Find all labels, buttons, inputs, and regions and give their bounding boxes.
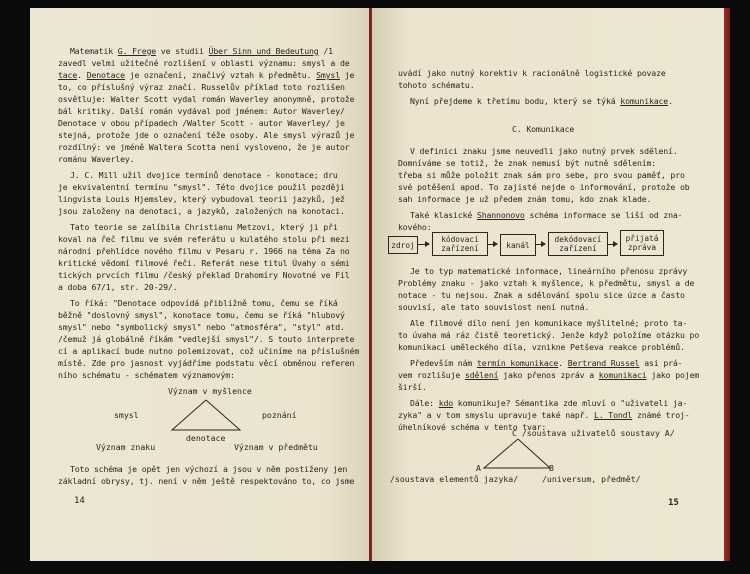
text-line: smysl" nebo "symbolický smysl" nebo "atmosféra", "styl" atd. (58, 322, 345, 332)
text-line: Toto schéma je opět jen výchozí a jsou v něm postiženy jen (70, 464, 348, 474)
shannon-box-decoder: dekódovací zařízení (548, 232, 608, 256)
text-line: Problémy znaku - jako vztah k myšlence, k předmětu, smysl a de (398, 278, 695, 288)
text-line: své potěšení apod. To zajisté nejde o informování, protože ob (398, 182, 690, 192)
text-line: /čemuž já globálně říkám "vedlejší smysl"/. S touto interprete (58, 334, 355, 344)
arrow-icon (417, 244, 429, 245)
right-page (372, 8, 724, 561)
meaning-triangle (170, 398, 250, 432)
text-line: úhelníkové schéma v tento tvar: (398, 422, 547, 432)
text-line: to, co příslušný výraz značí. Russelův příklad toto rozlišen (58, 82, 345, 92)
text-line: Dále: kdo komunikuje? Sémantika zde mluví o "uživateli ja- (410, 398, 688, 408)
book-edge (724, 8, 730, 561)
text-line: sah informace je už předem znám tomu, kdo znak klade. (398, 194, 652, 204)
diagram-label-top: Význam v myšlence (168, 386, 252, 396)
text-line: Také klasické Shannonovo schéma informace se liší od zna- (410, 210, 683, 220)
text-line: rozdílný: ve jméně Waltera Scotta není vysloveno, že je autor (58, 142, 350, 152)
text-line: je ekvivalentní termínu "smysl". Této dvojice použil později (58, 182, 345, 192)
text-line: koval na řeč filmu ve svém referátu u kulatého stolu při mezi (58, 234, 350, 244)
text-line: národní přehlídce nového filmu v Pesaru r. 1966 na téma Za no (58, 246, 350, 256)
text-line: J. C. Mill užil dvojice termínů denotace - konotace; dru (70, 170, 338, 180)
text-line: Nyní přejdeme k třetímu bodu, který se týká komunikace. (410, 96, 673, 106)
text-line: Denotace v obou případech /Walter Scott - autor Waverley/ je (58, 118, 345, 128)
text-line: Především nám termín komunikace. Bertrand Russel asi prá- (410, 358, 683, 368)
text-line: vem rozlišuje sdělení jako přenos zpráv a komunikaci jako pojem (398, 370, 700, 380)
page-number: 14 (74, 496, 85, 506)
text-line: místě. Zde pro jasnost vyjádříme podstatu věcí obměnou referen (58, 358, 355, 368)
left-page (30, 8, 378, 561)
text-line: tace. Denotace je označení, značivý vztah k předmětu. Smysl je (58, 70, 355, 80)
text-line: Matematik G. Frege ve studii Über Sinn und Bedeutung /1 (70, 46, 333, 56)
text-line: bál kritiky. Další román vydával pod jménem: Autor Waverley/ (58, 106, 345, 116)
text-line: zyka" a v tom smyslu upravuje také např. L. Tondl známé troj- (398, 410, 690, 420)
triangle-label-top: C /soustava uživatelů soustavy A/ (512, 428, 675, 438)
text-line: osvětluje: Walter Scott vydal román Waverley anonymně, protože (58, 94, 355, 104)
diagram-label-base: denotace (186, 433, 226, 443)
triangle-label-left: /soustava elementů jazyka/ (390, 474, 519, 484)
text-line: lingvista Louis Hjemslev, který vybudoval teorii jazyků, jež (58, 194, 345, 204)
text-line: stejná, protože jde o označení téže osoby. Ale smysl výrazů je (58, 130, 355, 140)
text-line: Ale filmové dílo není jen komunikace myšlitelné; proto ta- (410, 318, 688, 328)
arrow-icon (607, 244, 617, 245)
diagram-label-right: poznání (262, 410, 297, 420)
triangle-vertex-a: A (476, 463, 481, 473)
text-line: to úvaha má ráz čistě teoretický. Jenže když položíme otázku po (398, 330, 700, 340)
text-line: jsou založeny na denotaci, a jazyků, založených na konotaci. (58, 206, 345, 216)
text-line: komunikaci uměleckého díla, vznikne Petševa reakce problémů. (398, 342, 685, 352)
text-line: V definici znaku jsme neuvedli jako nutný prvek sdělení. (410, 146, 678, 156)
text-line: uvádí jako nutný korektiv k racionálně logistické povaze (398, 68, 666, 78)
text-line: románu Waverley. (58, 154, 135, 164)
text-line: a doba 67/1, str. 20-29/. (58, 282, 178, 292)
arrow-icon (535, 244, 545, 245)
text-line: kového: (398, 222, 432, 232)
text-line: Je to typ matematické informace, lineárního přenosu zprávy (410, 266, 688, 276)
text-line: Domníváme se totiž, že znak nemusí být nutně sdělením: (398, 158, 657, 168)
text-line: cí a aplikací bude nutno polemizovat, což učiníme na příslušném (58, 346, 360, 356)
shannon-box-source: zdroj (388, 236, 418, 254)
arrow-icon (487, 244, 497, 245)
text-line: běžně "doslovný smysl", konotace tomu, čemu se říká "hlubový (58, 310, 345, 320)
text-line: základní obrysy, tj. není v něm ještě respektováno to, co jsme (58, 476, 355, 486)
text-line: zavedl velmi užitečné rozlišení v oblasti významu: smysl a de (58, 58, 350, 68)
section-heading: C. Komunikace (512, 124, 575, 134)
text-line: třeba si může položit znak sám pro sebe, pro svou paměť, pro (398, 170, 685, 180)
page-number: 15 (668, 498, 679, 508)
text-line: tohoto schématu. (398, 80, 475, 90)
text-line: ního schématu - schématem významovým: (58, 370, 235, 380)
shannon-box-receiver: přijatá zpráva (620, 230, 664, 256)
text-line: To říká: "Denotace odpovídá přibližně tomu, čemu se říká (70, 298, 338, 308)
text-line: širší. (398, 382, 427, 392)
text-line: Tato teorie se zalíbila Christianu Metzovi, který ji při (70, 222, 338, 232)
text-line: souvisí, ale tato souvislost není nutná. (398, 302, 590, 312)
diagram-label-left: smysl (114, 410, 139, 420)
text-line: notace - tu nejsou. Znak a sdělování spolu sice úzce a často (398, 290, 685, 300)
triangle-vertex-b: B (549, 463, 554, 473)
text-line: tických prvcích filmu /český překlad Drahomíry Novotné ve Fil (58, 270, 350, 280)
diagram-label-bottom-left: Význam znaku (96, 442, 156, 452)
tondl-triangle (480, 438, 560, 472)
shannon-box-channel: kanál (500, 234, 536, 256)
shannon-box-encoder: kódovací zařízení (432, 232, 488, 256)
diagram-label-bottom-right: Význam v předmětu (234, 442, 318, 452)
text-line: kritické vědomí filmové řeči. Referát nese titul Úvahy o sémi (58, 258, 350, 268)
triangle-label-right: /universum, předmět/ (542, 474, 641, 484)
